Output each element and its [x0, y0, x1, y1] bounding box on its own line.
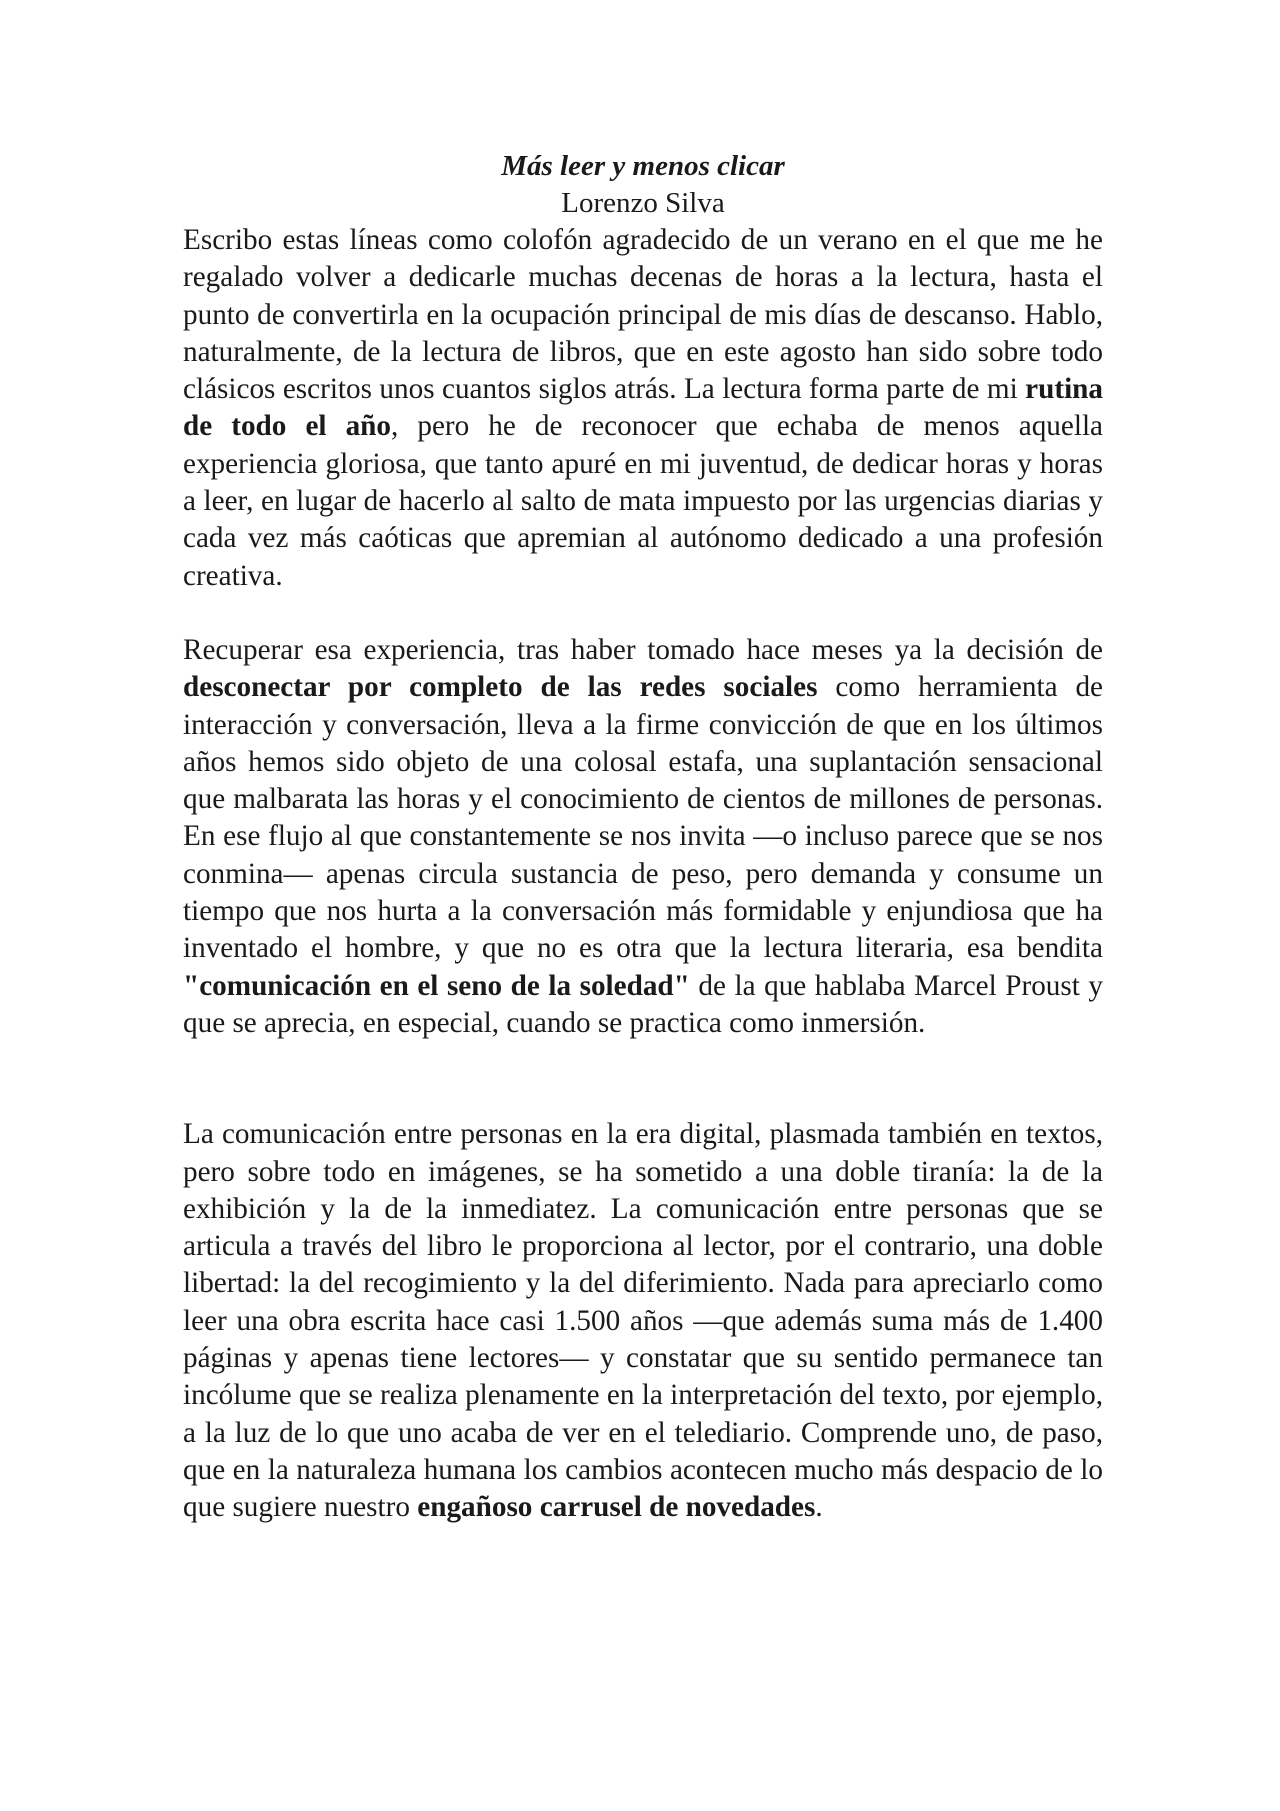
paragraph-text: , pero he de reconocer que echaba de menos aquella experiencia gloriosa, que tanto apuré en mi juventud, de dedicar horas y horas a leer, en lugar de hacerlo al salto de mata impuesto por las urgencias diarias y cada vez más caóticas que apremian al autónomo dedicado a una profesión creativa.: [183, 410, 1104, 592]
article-author: Lorenzo Silva: [561, 187, 725, 219]
paragraph-spacer: [183, 1042, 1103, 1116]
bold-phrase: engañoso carrusel de novedades: [417, 1491, 816, 1524]
bold-phrase: rutina de todo el año: [183, 373, 1103, 443]
paragraph-spacer: [183, 595, 1103, 632]
paragraph-2: [183, 632, 1103, 1042]
paragraph-text: como herramienta de interacción y conversación, lleva a la firme convicción de que en los últimos años hemos sido objeto de una colosal estafa, una suplantación sensacional que malbarata las horas y el conocimiento de cientos de millones de personas. En ese flujo al que constantemente se nos invita —o incluso parece que se nos conmina— apenas circula sustancia de peso, pero demanda y consume un tiempo que nos hurta a la conversación más formidable y enjundiosa que ha inventado el hombre, y que no es otra que la lectura literaria, esa bendita: [183, 671, 1104, 965]
bold-quote: "comunicación en el seno de la soledad": [183, 969, 690, 1002]
paragraph-text: La comunicación entre personas en la era digital, plasmada también en textos, pero sobre todo en imágenes, se ha sometido a una doble tiranía: la de la exhibición y la de la inmediatez. La comunicación entre personas que se articula a través del libro le proporciona al lector, por el contrario, una doble libertad: la del recogimiento y la del diferimiento. Nada para apreciarlo como leer una obra escrita hace casi 1.500 años —que además suma más de 1.400 páginas y apenas tiene lectores— y constatar que su sentido permanece tan incólume que se realiza plenamente en la interpretación del texto, por ejemplo, a la luz de lo que uno acaba de ver en el telediario. Comprende uno, de paso, que en la naturaleza humana los cambios acontecen mucho más despacio de lo que sugiere nuestro: [183, 1118, 1103, 1524]
paragraph-1: [183, 222, 1103, 595]
paragraph-3: [183, 1116, 1103, 1526]
paragraph-text: de la que hablaba Marcel Proust y que se aprecia, en especial, cuando se practica como inmersión.: [183, 969, 1103, 1039]
bold-phrase: desconectar por completo de las redes sociales: [183, 671, 818, 704]
paragraph-text: Escribo estas líneas como colofón agradecido de un verano en el que me he regalado volver a dedicarle muchas decenas de horas a la lectura, hasta el punto de convertirla en la ocupación principal de mis días de descanso. Hablo, naturalmente, de la lectura de libros, que en este agosto han sido sobre todo clásicos escritos unos cuantos siglos atrás. La lectura forma parte de mi: [183, 224, 1103, 406]
article: [183, 148, 1103, 1527]
paragraph-text: .: [815, 1491, 823, 1524]
article-title: Más leer y menos clicar: [501, 150, 785, 182]
paragraph-text: Recuperar esa experiencia, tras haber tomado hace meses ya la decisión de: [183, 633, 1103, 666]
